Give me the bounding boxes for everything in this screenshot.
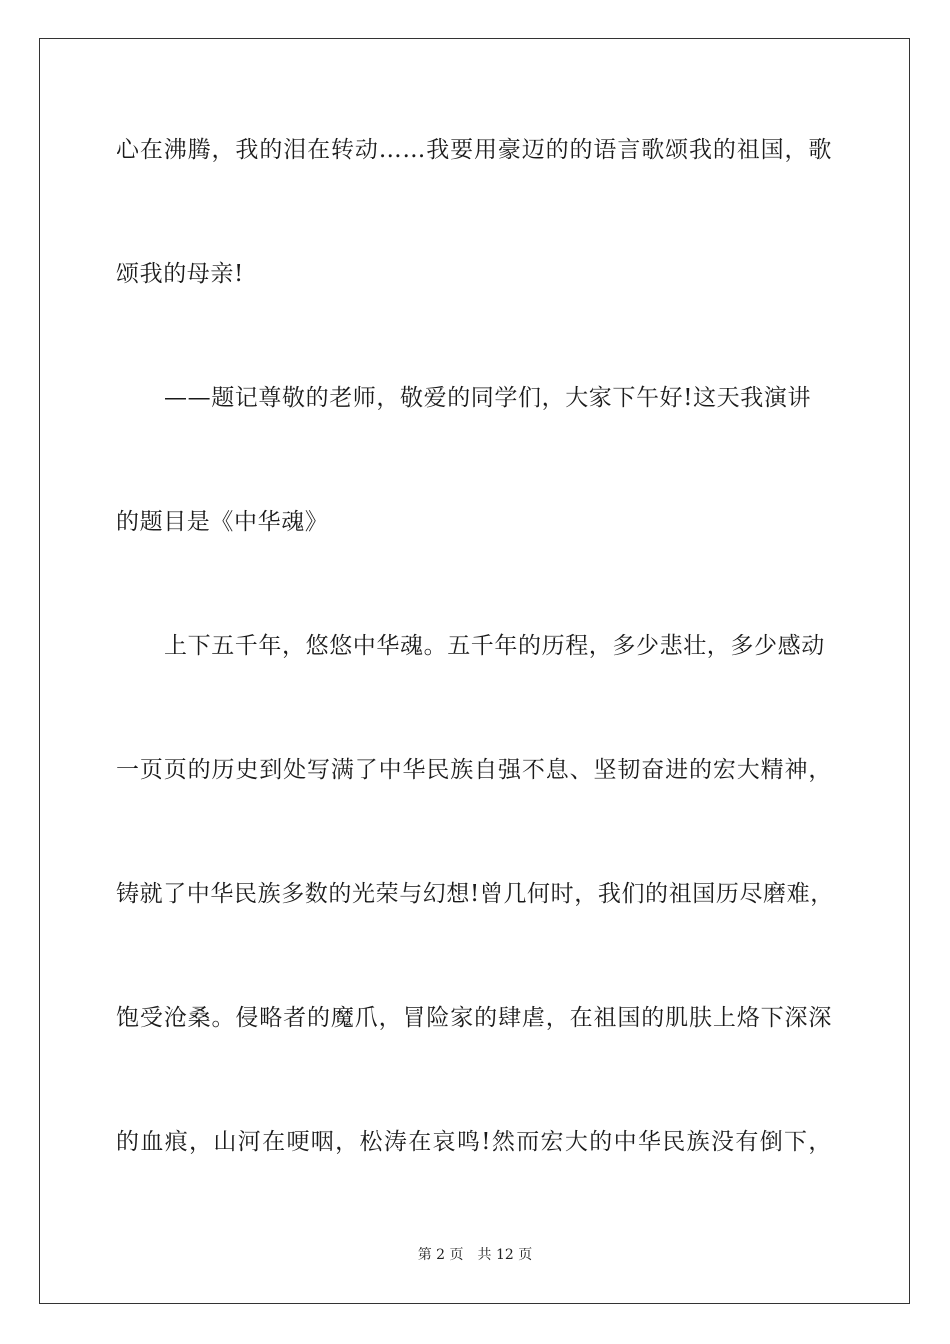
text-line-1: 心在沸腾，我的泪在转动……我要用豪迈的的语言歌颂我的祖国，歌 xyxy=(116,137,832,163)
page-frame xyxy=(39,38,910,1304)
page-footer xyxy=(0,1245,950,1265)
page-number: 第 2 页 xyxy=(417,1247,464,1263)
text-line-6: 一页页的历史到处写满了中华民族自强不息、坚韧奋进的宏大精神， xyxy=(116,757,832,783)
text-line-3: ——题记尊敬的老师，敬爱的同学们，大家下午好!这天我演讲 xyxy=(164,385,812,411)
text-line-7: 铸就了中华民族多数的光荣与幻想!曾几何时，我们的祖国历尽磨难， xyxy=(116,881,834,907)
text-line-5: 上下五千年，悠悠中华魂。五千年的历程，多少悲壮，多少感动 xyxy=(164,633,825,659)
page-total: 共 12 页 xyxy=(477,1247,533,1263)
text-line-8: 饱受沧桑。侵略者的魔爪，冒险家的肆虐，在祖国的肌肤上烙下深深 xyxy=(116,1005,832,1031)
text-line-2: 颂我的母亲! xyxy=(116,261,244,287)
text-line-4: 的题目是《中华魂》 xyxy=(116,509,329,535)
text-line-9: 的血痕，山河在哽咽，松涛在哀鸣!然而宏大的中华民族没有倒下， xyxy=(116,1129,832,1155)
